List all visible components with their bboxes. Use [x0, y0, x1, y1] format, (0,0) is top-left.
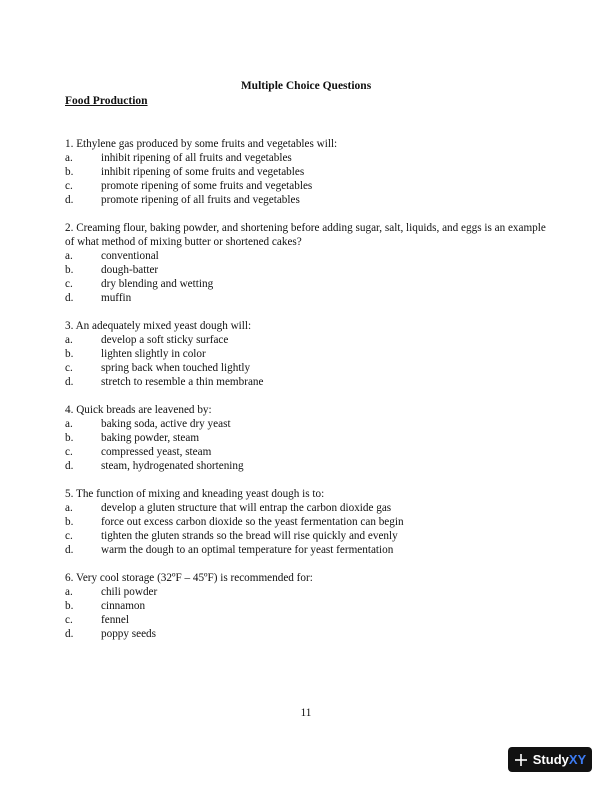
option-text: inhibit ripening of all fruits and vegetables: [101, 152, 292, 164]
option-text: promote ripening of some fruits and vegetables: [101, 180, 313, 192]
question-text: 6. Very cool storage (32ºF – 45ºF) is recommended for:: [65, 572, 313, 584]
option-letter: d.: [65, 292, 74, 304]
question-text: 1. Ethylene gas produced by some fruits and vegetables will:: [65, 138, 338, 150]
option-text: baking soda, active dry yeast: [101, 418, 231, 430]
option-text: inhibit ripening of some fruits and vegetables: [101, 166, 305, 178]
studyxy-badge[interactable]: [508, 747, 592, 772]
option-c: [65, 445, 550, 459]
option-text: steam, hydrogenated shortening: [101, 460, 244, 472]
option-text: fennel: [101, 614, 129, 626]
option-text: stretch to resemble a thin membrane: [101, 376, 264, 388]
option-text: chili powder: [101, 586, 158, 598]
option-a: [65, 333, 550, 347]
option-b: [65, 599, 550, 613]
option-a: [65, 249, 550, 263]
option-d: [65, 291, 550, 305]
option-letter: c.: [65, 362, 73, 374]
option-letter: d.: [65, 544, 74, 556]
question-5: [65, 487, 550, 557]
option-letter: b.: [65, 264, 74, 276]
option-c: [65, 361, 550, 375]
question-list: [65, 137, 550, 655]
option-c: [65, 179, 550, 193]
option-letter: a.: [65, 152, 73, 164]
brand-name: Study: [532, 752, 569, 767]
question-text: 5. The function of mixing and kneading yeast dough is to:: [65, 488, 325, 500]
option-d: [65, 459, 550, 473]
question-text: 2. Creaming flour, baking powder, and shortening before adding sugar, salt, liquids, and eggs is an example of what method of mixing butter or shortened cakes?: [65, 222, 546, 248]
page-title: Multiple Choice Questions: [240, 80, 372, 92]
question-4: [65, 403, 550, 473]
option-b: [65, 515, 550, 529]
option-b: [65, 431, 550, 445]
option-c: [65, 529, 550, 543]
option-text: dough-batter: [101, 264, 159, 276]
section-title: Food Production: [65, 95, 148, 107]
option-letter: a.: [65, 586, 73, 598]
option-letter: d.: [65, 628, 74, 640]
option-d: [65, 543, 550, 557]
page-number: 11: [300, 707, 312, 719]
option-letter: a.: [65, 250, 73, 262]
option-text: warm the dough to an optimal temperature for yeast fermentation: [101, 544, 394, 556]
option-letter: c.: [65, 180, 73, 192]
question-text: 4. Quick breads are leavened by:: [65, 404, 212, 416]
option-letter: c.: [65, 446, 73, 458]
option-text: develop a gluten structure that will entrap the carbon dioxide gas: [101, 502, 392, 514]
option-a: [65, 501, 550, 515]
option-text: force out excess carbon dioxide so the yeast fermentation can begin: [101, 516, 404, 528]
option-a: [65, 585, 550, 599]
question-1: [65, 137, 550, 207]
option-text: lighten slightly in color: [101, 348, 206, 360]
option-letter: b.: [65, 600, 74, 612]
option-letter: d.: [65, 460, 74, 472]
option-d: [65, 627, 550, 641]
option-d: [65, 375, 550, 389]
option-c: [65, 613, 550, 627]
option-text: develop a soft sticky surface: [101, 334, 229, 346]
option-letter: d.: [65, 194, 74, 206]
option-text: baking powder, steam: [101, 432, 200, 444]
option-b: [65, 263, 550, 277]
option-text: promote ripening of all fruits and vegetables: [101, 194, 300, 206]
option-letter: b.: [65, 516, 74, 528]
option-d: [65, 193, 550, 207]
option-c: [65, 277, 550, 291]
option-a: [65, 151, 550, 165]
question-3: [65, 319, 550, 389]
option-text: conventional: [101, 250, 159, 262]
plus-icon: [514, 753, 528, 767]
option-text: muffin: [101, 292, 132, 304]
option-text: dry blending and wetting: [101, 278, 214, 290]
option-letter: d.: [65, 376, 74, 388]
option-text: tighten the gluten strands so the bread will rise quickly and evenly: [101, 530, 398, 542]
option-text: spring back when touched lightly: [101, 362, 251, 374]
question-text: 3. An adequately mixed yeast dough will:: [65, 320, 252, 332]
question-2: [65, 221, 550, 305]
option-letter: a.: [65, 418, 73, 430]
brand-accent: XY: [568, 752, 587, 767]
option-letter: b.: [65, 166, 74, 178]
option-letter: b.: [65, 432, 74, 444]
option-text: poppy seeds: [101, 628, 156, 640]
option-letter: a.: [65, 502, 73, 514]
option-b: [65, 347, 550, 361]
option-a: [65, 417, 550, 431]
option-letter: c.: [65, 278, 73, 290]
option-letter: a.: [65, 334, 73, 346]
option-letter: c.: [65, 614, 73, 626]
option-text: cinnamon: [101, 600, 146, 612]
option-text: compressed yeast, steam: [101, 446, 212, 458]
option-b: [65, 165, 550, 179]
option-letter: b.: [65, 348, 74, 360]
option-letter: c.: [65, 530, 73, 542]
question-6: [65, 571, 550, 641]
